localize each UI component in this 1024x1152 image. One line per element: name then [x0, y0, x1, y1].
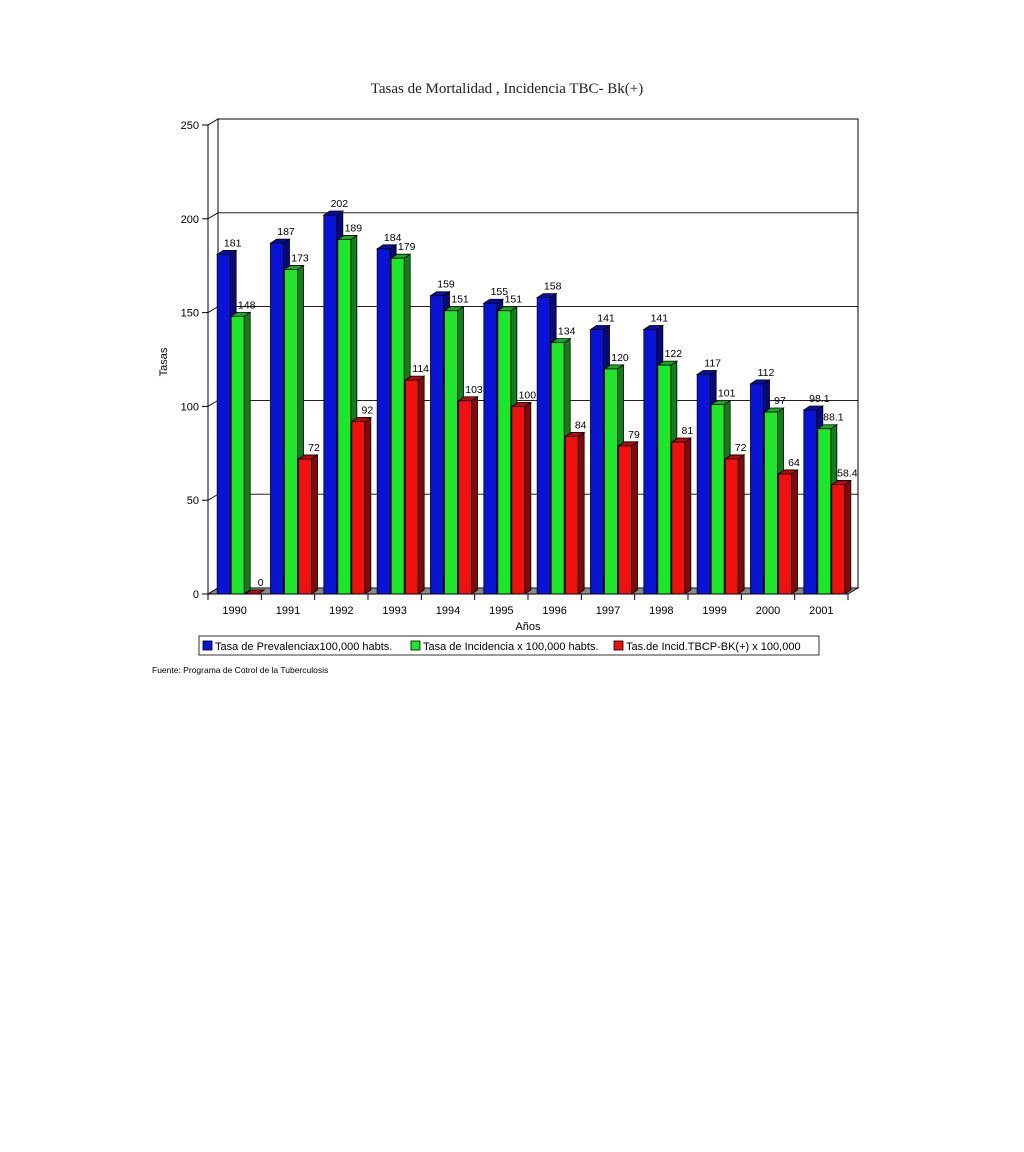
data-label-1-1995: 151 [504, 293, 523, 306]
x-tick-label-1997: 1997 [595, 605, 621, 617]
data-label-0-1991: 187 [277, 226, 295, 239]
data-label-0-1992: 202 [330, 198, 349, 211]
data-label-1-1990: 148 [237, 299, 256, 312]
data-label-1-1991: 173 [291, 252, 309, 265]
data-label-0-1997: 141 [597, 312, 615, 325]
plot-side-wall [208, 119, 218, 594]
data-label-1-1997: 120 [611, 351, 629, 364]
x-axis-title: Años [515, 621, 541, 633]
x-tick-label-2000: 2000 [755, 605, 781, 617]
y-axis-title: Tasas [158, 347, 170, 377]
x-tick-label-1991: 1991 [275, 605, 301, 617]
data-label-1-1993: 179 [397, 241, 416, 254]
legend-swatch-1 [411, 641, 420, 650]
legend-swatch-2 [614, 641, 623, 650]
data-label-2-1994: 103 [465, 383, 483, 396]
data-label-0-2001: 98.1 [809, 392, 830, 405]
legend [199, 636, 819, 655]
bar-2-1996 [565, 432, 584, 594]
data-label-1-1996: 134 [557, 325, 576, 338]
data-label-0-1994: 159 [437, 278, 455, 291]
data-label-2-1990: 0 [257, 577, 264, 589]
data-label-0-1998: 141 [650, 312, 669, 325]
bar-2-2001 [832, 480, 851, 594]
chart-title: Tasas de Mortalidad , Incidencia TBC- Bk(+) [370, 81, 644, 97]
x-tick-label-1998: 1998 [649, 605, 674, 617]
bar-2-1999 [725, 455, 744, 594]
data-label-2-1995: 100 [518, 389, 537, 402]
y-tick-label: 250 [180, 120, 199, 132]
data-label-0-1995: 155 [490, 286, 509, 299]
y-tick-label: 50 [186, 495, 199, 508]
data-label-2-1998: 81 [681, 425, 694, 438]
bar-2-1991 [299, 455, 318, 594]
data-label-2-1997: 79 [628, 428, 640, 441]
bar-1-1990 [231, 312, 250, 594]
x-axis [208, 594, 848, 617]
y-axis [181, 120, 208, 601]
legend-swatch-0 [203, 641, 212, 650]
x-tick-label-1994: 1994 [435, 605, 461, 617]
data-label-2-2001: 58.4 [837, 467, 858, 480]
x-tick-label-1999: 1999 [702, 605, 727, 617]
x-tick-label-1996: 1996 [542, 605, 567, 617]
data-label-0-1999: 117 [704, 357, 722, 370]
data-label-0-2000: 112 [757, 366, 775, 379]
y-tick-label: 100 [180, 401, 199, 414]
data-label-1-2001: 88.1 [823, 411, 844, 424]
x-tick-label-1993: 1993 [382, 605, 407, 617]
bar-2-2000 [779, 470, 798, 594]
data-label-2-1992: 92 [361, 404, 374, 417]
bar-2-1995 [512, 402, 531, 594]
bar-2-1997 [619, 442, 638, 594]
bar-2-1994 [459, 397, 478, 594]
x-tick-label-1992: 1992 [329, 605, 354, 617]
source-note: Fuente: Programa de Cotrol de la Tuberculosis [152, 665, 329, 675]
data-label-0-1993: 184 [383, 231, 402, 244]
data-label-1-1999: 101 [717, 387, 736, 400]
data-label-1-1994: 151 [451, 293, 469, 306]
data-label-0-1996: 158 [543, 280, 562, 293]
data-label-2-1996: 84 [574, 419, 587, 432]
bar-2-1993 [405, 376, 424, 594]
legend-label-2: Tas.de Incid.TBCP-BK(+) x 100,000 [626, 641, 801, 653]
data-label-1-2000: 97 [774, 395, 786, 408]
data-label-2-1993: 114 [412, 363, 430, 376]
data-label-2-1991: 72 [308, 441, 320, 454]
x-tick-label-2001: 2001 [809, 605, 834, 617]
bar-2-1998 [672, 438, 691, 594]
y-tick-label: 200 [180, 213, 199, 226]
x-tick-label-1995: 1995 [489, 605, 514, 617]
x-tick-label-1990: 1990 [222, 605, 247, 617]
data-label-0-1990: 181 [223, 237, 242, 250]
y-tick-label: 0 [192, 589, 199, 601]
data-label-2-2000: 64 [788, 456, 800, 469]
data-label-1-1998: 122 [664, 348, 683, 361]
legend-label-0: Tasa de Prevalenciax100,000 habts. [215, 641, 393, 653]
bar-2-1992 [352, 417, 371, 594]
y-tick-label: 150 [180, 307, 199, 320]
data-label-2-1999: 72 [734, 441, 747, 454]
data-label-1-1992: 189 [344, 222, 363, 235]
legend-label-1: Tasa de Incidencia x 100,000 habts. [423, 641, 599, 653]
